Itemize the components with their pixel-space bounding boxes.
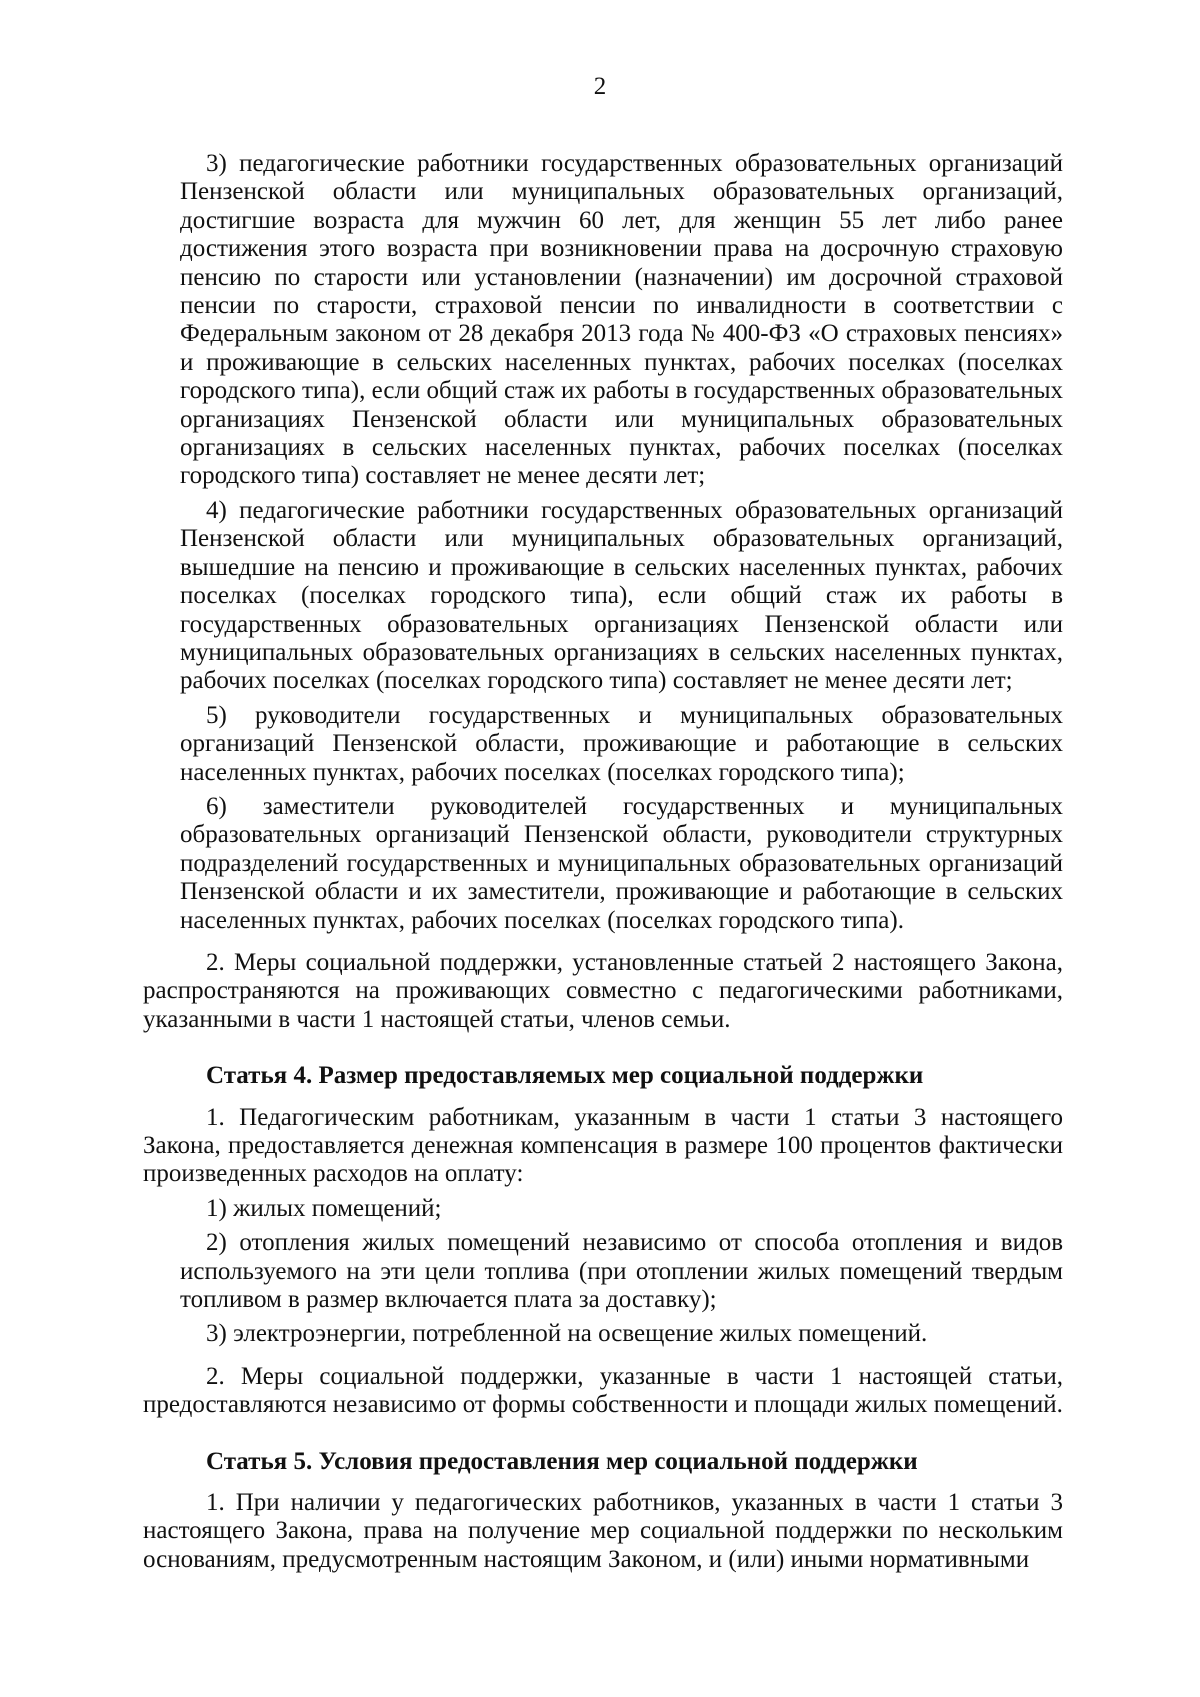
- article-4-list-item-2: 2) отопления жилых помещений независимо от способа отопления и видов используемого на эти цели топлива (при отоплении жилых помещений твердым топливом в размер включается плата за доставку);: [180, 1229, 1063, 1314]
- list-item-3: 3) педагогические работники государственных образовательных организаций Пензенской области или муниципальных образовательных организаций, достигшие возраста для мужчин 60 лет, для женщин 55 лет либо ранее достижения этого возраста при возникновении права на досрочную страховую пенсию по старости или установлении (назначении) им досрочной страховой пенсии по старости, страховой пенсии по инвалидности в соответствии с Федеральным законом от 28 декабря 2013 года № 400-ФЗ «О страховых пенсиях» и проживающие в сельских населенных пунктах, рабочих поселках (поселках городского типа), если общий стаж их работы в государственных образовательных организациях Пензенской области или муниципальных образовательных организациях в сельских населенных пунктах, рабочих поселках (поселках городского типа) составляет не менее десяти лет;: [180, 150, 1063, 490]
- list-item-5: 5) руководители государственных и муниципальных образовательных организаций Пензенской области, проживающие и работающие в сельских населенных пунктах, рабочих поселках (поселках городского типа);: [180, 701, 1063, 786]
- paragraph-part-2: 2. Меры социальной поддержки, установленные статьей 2 настоящего Закона, распространяются на проживающих совместно с педагогическими работниками, указанными в части 1 настоящей статьи, членов семьи.: [143, 948, 1063, 1033]
- article-4-list-item-3: 3) электроэнергии, потребленной на освещение жилых помещений.: [206, 1320, 928, 1348]
- page-number: 2: [593, 73, 607, 100]
- article-5-paragraph-1: 1. При наличии у педагогических работников, указанных в части 1 статьи 3 настоящего Закона, права на получение мер социальной поддержки по нескольким основаниям, предусмотренным настоящим Законом, и (или) иными нормативными: [143, 1489, 1063, 1573]
- article-4-list-item-1: 1) жилых помещений;: [206, 1194, 442, 1222]
- list-item-6: 6) заместители руководителей государственных и муниципальных образовательных организаций Пензенской области, руководители структурных подразделений государственных и муниципальных образовательных организаций Пензенской области и их заместители, проживающие и работающие в сельских населенных пунктах, рабочих поселках (поселках городского типа).: [180, 792, 1063, 934]
- list-item-4: 4) педагогические работники государственных образовательных организаций Пензенской области или муниципальных образовательных организаций, вышедшие на пенсию и проживающие в сельских населенных пунктах, рабочих поселках (поселках городского типа), если общий стаж их работы в государственных образовательных организациях Пензенской области или муниципальных образовательных организациях в сельских населенных пунктах, рабочих поселках (поселках городского типа) составляет не менее десяти лет;: [180, 496, 1063, 695]
- document-body: [143, 150, 1063, 1574]
- article-5-heading: Статья 5. Условия предоставления мер социальной поддержки: [206, 1447, 918, 1475]
- article-4-heading: Статья 4. Размер предоставляемых мер социальной поддержки: [206, 1062, 924, 1090]
- article-4-paragraph-2: 2. Меры социальной поддержки, указанные в части 1 настоящей статьи, предоставляются независимо от формы собственности и площади жилых помещений.: [143, 1362, 1063, 1419]
- article-4-paragraph-1: 1. Педагогическим работникам, указанным в части 1 статьи 3 настоящего Закона, предоставляется денежная компенсация в размере 100 процентов фактически произведенных расходов на оплату:: [143, 1103, 1063, 1188]
